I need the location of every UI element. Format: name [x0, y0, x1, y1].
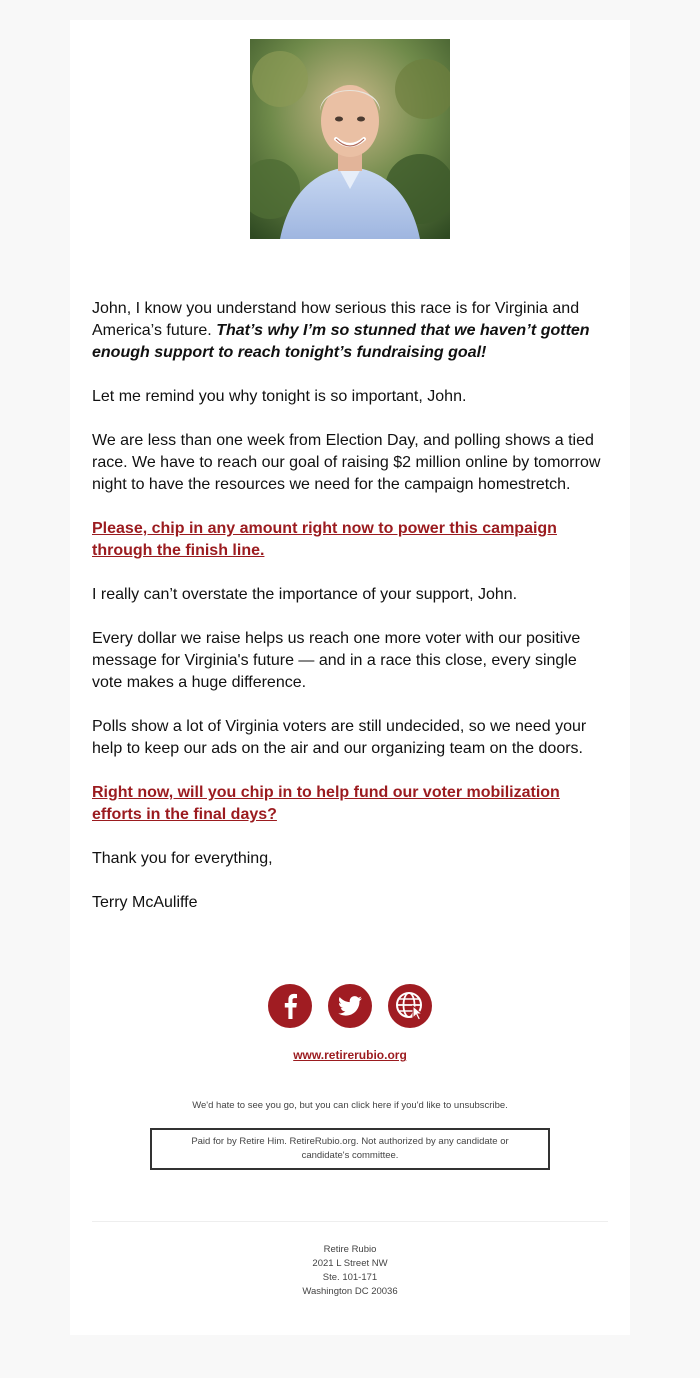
globe-icon: [388, 984, 432, 1028]
paragraph-reminder: Let me remind you why tonight is so important, John.: [92, 388, 467, 405]
closing-line: Thank you for everything,: [92, 850, 273, 867]
donate-link-1[interactable]: Please, chip in any amount right now to power this campaign through the finish line.: [92, 520, 557, 559]
unsubscribe-text[interactable]: We'd hate to see you go, but you can click here if you'd like to unsubscribe.: [192, 1100, 508, 1111]
website-link[interactable]: www.retirerubio.org: [293, 1048, 407, 1062]
address-line-1: Retire Rubio: [323, 1244, 377, 1255]
twitter-button[interactable]: [328, 984, 372, 1028]
address-line-3: Ste. 101-171: [322, 1272, 378, 1283]
footer-divider: [92, 1221, 608, 1222]
candidate-photo: [250, 39, 450, 239]
signature: Terry McAuliffe: [92, 894, 198, 911]
intro-emphasis: That’s why I’m so stunned that we haven’t gotten enough support to reach tonight’s fundraising goal!: [92, 322, 590, 361]
mailing-address: [70, 1243, 630, 1299]
email-card: [70, 20, 630, 1335]
intro-text: John, I know you understand how serious this race is for Virginia and America’s future.: [92, 300, 580, 339]
address-line-4: Washington DC 20036: [302, 1286, 398, 1297]
social-links: [268, 984, 432, 1030]
website-button[interactable]: [388, 984, 432, 1028]
paragraph-dollar: Every dollar we raise helps us reach one more voter with our positive message for Virginia's future — and in a race this close, every single vote makes a huge difference.: [92, 630, 581, 691]
paid-for-text: Paid for by Retire Him. RetireRubio.org. Not authorized by any candidate or candidate's committee.: [191, 1136, 509, 1161]
email-body: [92, 298, 610, 936]
donate-link-2[interactable]: Right now, will you chip in to help fund our voter mobilization efforts in the final days?: [92, 784, 560, 823]
facebook-button[interactable]: [268, 984, 312, 1028]
paragraph-intro: [92, 298, 610, 364]
paragraph-election: We are less than one week from Election Day, and polling shows a tied race. We have to reach our goal of raising $2 million online by tomorrow night to have the resources we need for the campaign homestretch.: [92, 432, 601, 493]
twitter-icon: [328, 984, 372, 1028]
facebook-icon: [268, 984, 312, 1028]
address-line-2: 2021 L Street NW: [312, 1258, 388, 1269]
paid-for-disclaimer: [150, 1128, 550, 1170]
paragraph-polls: Polls show a lot of Virginia voters are still undecided, so we need your help to keep our ads on the air and our organizing team on the doors.: [92, 718, 587, 757]
paragraph-support: I really can’t overstate the importance of your support, John.: [92, 586, 518, 603]
